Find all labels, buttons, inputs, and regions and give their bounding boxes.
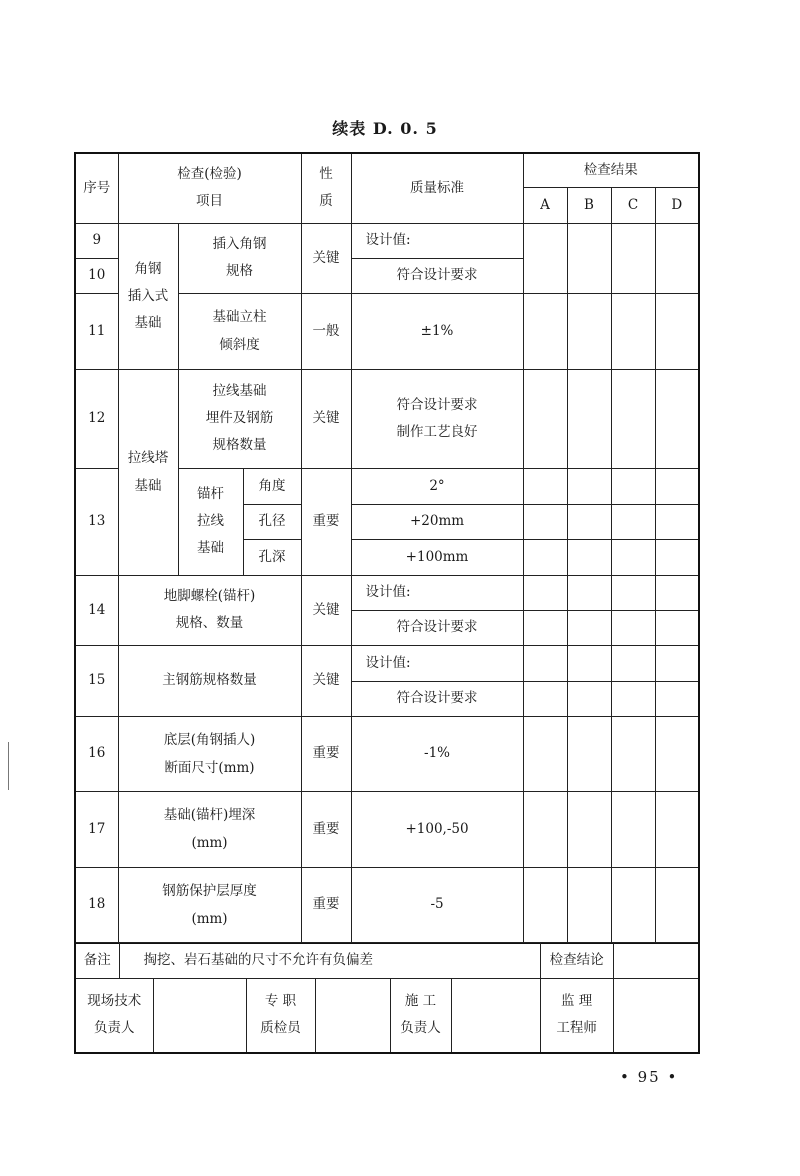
result-b[interactable]	[567, 867, 611, 943]
page-number: • 95 •	[620, 1068, 679, 1086]
row-subitem: 孔深	[243, 539, 301, 575]
row-no: 14	[75, 575, 118, 645]
result-d[interactable]	[655, 867, 699, 943]
result-c[interactable]	[611, 867, 655, 943]
result-a[interactable]	[523, 681, 567, 716]
result-a[interactable]	[523, 575, 567, 610]
row-item: 基础(锚杆)埋深 (mm)	[118, 791, 301, 867]
result-b[interactable]	[567, 716, 611, 791]
result-c[interactable]	[611, 610, 655, 645]
result-b[interactable]	[567, 791, 611, 867]
row-item: 基础立柱 倾斜度	[178, 293, 301, 369]
table-row	[75, 575, 699, 610]
result-d[interactable]	[655, 791, 699, 867]
result-c[interactable]	[611, 539, 655, 575]
result-c[interactable]	[611, 468, 655, 504]
row-nature: 重要	[301, 867, 351, 943]
table-row	[75, 645, 699, 681]
result-b[interactable]	[567, 369, 611, 468]
row-nature: 关键	[301, 645, 351, 716]
table-row	[75, 867, 699, 943]
group-angle-steel: 角钢 插入式 基础	[118, 223, 178, 369]
row-standard: -5	[351, 867, 523, 943]
row-subgroup: 锚杆 拉线 基础	[178, 468, 243, 575]
result-c[interactable]	[611, 575, 655, 610]
table-title: 续表 D. 0. 5	[332, 119, 438, 138]
header-standard: 质量标准	[351, 153, 523, 223]
result-a[interactable]	[523, 369, 567, 468]
row-no: 18	[75, 867, 118, 943]
result-d[interactable]	[655, 504, 699, 539]
row-nature: 重要	[301, 468, 351, 575]
row-subitem: 角度	[243, 468, 301, 504]
supervisor-label: 监 理 工程师	[540, 979, 613, 1053]
row-no: 13	[75, 468, 118, 575]
header-col-a: A	[523, 187, 567, 223]
result-b[interactable]	[567, 504, 611, 539]
row-standard: 设计值:	[351, 645, 523, 681]
result-b[interactable]	[567, 468, 611, 504]
row-standard: 符合设计要求	[351, 610, 523, 645]
result-a[interactable]	[523, 716, 567, 791]
result-a[interactable]	[523, 468, 567, 504]
result-b[interactable]	[567, 681, 611, 716]
site-tech-lead-signature[interactable]	[153, 979, 246, 1053]
row-no: 9	[75, 223, 118, 258]
row-nature: 关键	[301, 575, 351, 645]
site-tech-lead-label: 现场技术 负责人	[75, 979, 153, 1053]
quality-inspector-label: 专 职 质检员	[246, 979, 315, 1053]
quality-inspector-signature[interactable]	[315, 979, 390, 1053]
result-d[interactable]	[655, 539, 699, 575]
supervisor-signature[interactable]	[613, 979, 699, 1053]
row-standard: +20mm	[351, 504, 523, 539]
row-item: 拉线基础 埋件及钢筋 规格数量	[178, 369, 301, 468]
row-standard: 符合设计要求	[351, 258, 523, 293]
table-row	[75, 223, 699, 258]
row-standard: 2°	[351, 468, 523, 504]
row-standard: 设计值:	[351, 575, 523, 610]
row-nature: 关键	[301, 369, 351, 468]
row-no: 11	[75, 293, 118, 369]
row-nature: 重要	[301, 791, 351, 867]
header-col-b: B	[567, 187, 611, 223]
scan-mark	[8, 742, 9, 790]
row-nature: 一般	[301, 293, 351, 369]
result-b[interactable]	[567, 539, 611, 575]
result-a[interactable]	[523, 610, 567, 645]
row-item: 插入角钢 规格	[178, 223, 301, 293]
construction-lead-label: 施 工 负责人	[390, 979, 451, 1053]
result-d[interactable]	[655, 681, 699, 716]
row-no: 17	[75, 791, 118, 867]
table-row	[75, 791, 699, 867]
header-col-c: C	[611, 187, 655, 223]
table-row	[75, 369, 699, 468]
row-item: 底层(角钢插人) 断面尺寸(mm)	[118, 716, 301, 791]
row-standard: 符合设计要求 制作工艺良好	[351, 369, 523, 468]
result-a[interactable]	[523, 223, 567, 293]
row-standard: ±1%	[351, 293, 523, 369]
result-a[interactable]	[523, 293, 567, 369]
result-d[interactable]	[655, 293, 699, 369]
result-b[interactable]	[567, 293, 611, 369]
result-d[interactable]	[655, 610, 699, 645]
result-c[interactable]	[611, 681, 655, 716]
conclusion-field[interactable]	[613, 943, 699, 979]
row-standard: +100mm	[351, 539, 523, 575]
row-item: 地脚螺栓(锚杆) 规格、数量	[118, 575, 301, 645]
result-a[interactable]	[523, 791, 567, 867]
result-c[interactable]	[611, 369, 655, 468]
row-item: 主钢筋规格数量	[118, 645, 301, 716]
row-standard: -1%	[351, 716, 523, 791]
result-b[interactable]	[567, 575, 611, 610]
group-guyed-tower: 拉线塔 基础	[118, 369, 178, 575]
row-no: 12	[75, 369, 118, 468]
row-standard: +100,-50	[351, 791, 523, 867]
result-c[interactable]	[611, 791, 655, 867]
header-item: 检查(检验) 项目	[118, 153, 301, 223]
result-c[interactable]	[611, 293, 655, 369]
inspection-table	[74, 152, 700, 944]
result-c[interactable]	[611, 223, 655, 293]
result-c[interactable]	[611, 645, 655, 681]
result-d[interactable]	[655, 468, 699, 504]
row-subitem: 孔径	[243, 504, 301, 539]
result-c[interactable]	[611, 716, 655, 791]
remark-label: 备注	[75, 943, 119, 979]
table-row	[75, 716, 699, 791]
result-a[interactable]	[523, 504, 567, 539]
header-results: 检查结果	[523, 153, 699, 187]
result-a[interactable]	[523, 867, 567, 943]
result-d[interactable]	[655, 223, 699, 293]
row-standard: 符合设计要求	[351, 681, 523, 716]
result-b[interactable]	[567, 610, 611, 645]
result-d[interactable]	[655, 716, 699, 791]
result-d[interactable]	[655, 645, 699, 681]
row-item: 钢筋保护层厚度 (mm)	[118, 867, 301, 943]
result-d[interactable]	[655, 369, 699, 468]
header-no: 序号	[75, 153, 118, 223]
row-nature: 关键	[301, 223, 351, 293]
row-no: 15	[75, 645, 118, 716]
result-c[interactable]	[611, 504, 655, 539]
row-no: 10	[75, 258, 118, 293]
result-a[interactable]	[523, 539, 567, 575]
result-b[interactable]	[567, 645, 611, 681]
row-no: 16	[75, 716, 118, 791]
header-col-d: D	[655, 187, 699, 223]
footer-table	[74, 942, 700, 1054]
remark-text: 掏挖、岩石基础的尺寸不允许有负偏差	[119, 943, 540, 979]
row-standard: 设计值:	[351, 223, 523, 258]
construction-lead-signature[interactable]	[451, 979, 540, 1053]
conclusion-label: 检查结论	[540, 943, 613, 979]
result-a[interactable]	[523, 645, 567, 681]
result-d[interactable]	[655, 575, 699, 610]
row-nature: 重要	[301, 716, 351, 791]
header-nature: 性 质	[301, 153, 351, 223]
result-b[interactable]	[567, 223, 611, 293]
